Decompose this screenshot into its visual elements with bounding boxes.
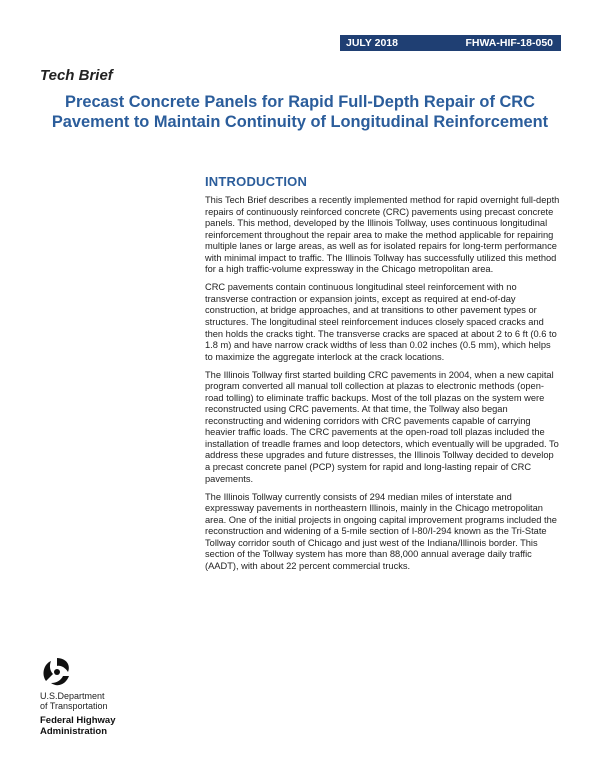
agency-name: [40, 715, 116, 737]
department-name: [40, 691, 108, 711]
agency-line-1: Federal Highway: [40, 715, 116, 726]
series-label: Tech Brief: [40, 67, 113, 84]
section-heading: INTRODUCTION: [205, 174, 308, 189]
dot-logo-icon: [40, 655, 74, 689]
department-line-1: U.S.Department: [40, 691, 105, 701]
paragraph-3: The Illinois Tollway first started building CRC pavements in 2004, when a new capital program converted all manual toll collection at plazas to electronic methods (open-road tolling) to eliminate traffic backups. Most of the toll plazas on the system were reconstructed using CRC pavements. At that time, the Tollway also began reconstructing and widening corridors with CRC pavements capable of carrying heavier traffic loads. The CRC pavements at the open-road toll plazas included the installation of treadle frames and loop detectors, which eventually will be upgraded. To address these upgrades and future distresses, the Illinois Tollway decided to develop a precast concrete panel (PCP) system for rapid and long-lasting repair of CRC pavements.: [205, 369, 559, 484]
paragraph-4: The Illinois Tollway currently consists of 294 median miles of interstate and expressway pavements in northeastern Illinois, mainly in the Chicago metropolitan area. One of the initial projects in ongoing capital improvement programs included the reconstruction and widening of a 5-mile section of I-80/I-294 known as the Tri-State Tollway corridor south of Chicago and just west of the Indiana/Illinois border. This section of the Tollway system has more than 88,000 annual average daily traffic (AADT), with about 22 percent commercial trucks.: [205, 491, 557, 571]
paragraph-1: This Tech Brief describes a recently implemented method for rapid overnight full-depth repairs of continuously reinforced concrete (CRC) pavements using precast concrete panels. This method, developed by the Illinois Tollway, uses continuous longitudinal reinforcement throughout the repair area to make the method applicable for repairing multiple lanes or large areas, as well as for isolated repairs for long-term performance with minimal impact to traffic. The Illinois Tollway has successfully utilized this method for a high traffic-volume expressway in the Chicago metropolitan area.: [205, 195, 560, 275]
department-line-2: of Transportation: [40, 701, 108, 711]
header-bar: [340, 35, 561, 51]
agency-line-2: Administration: [40, 726, 108, 737]
main-content: [205, 174, 560, 579]
paragraph-2: CRC pavements contain continuous longitudinal steel reinforcement with no transverse contraction or expansion joints, except as required at end-of-day construction, at bridge approaches, and at transitions to other pavement types or structures. The longitudinal steel reinforcement induces closely spaced cracks and then holds the cracks tight. The transverse cracks are spaced at about 2 to 6 ft (0.6 to 1.8 m) and have narrow crack widths of less than 0.02 inches (0.5 mm), which helps to maximize the aggregate interlock at the crack locations.: [205, 282, 557, 362]
publication-date: JULY 2018: [346, 37, 398, 49]
document-title: Precast Concrete Panels for Rapid Full-Depth Repair of CRC Pavement to Maintain Continuity of Longitudinal Reinforcement: [51, 93, 549, 131]
report-number: FHWA-HIF-18-050: [465, 37, 553, 49]
